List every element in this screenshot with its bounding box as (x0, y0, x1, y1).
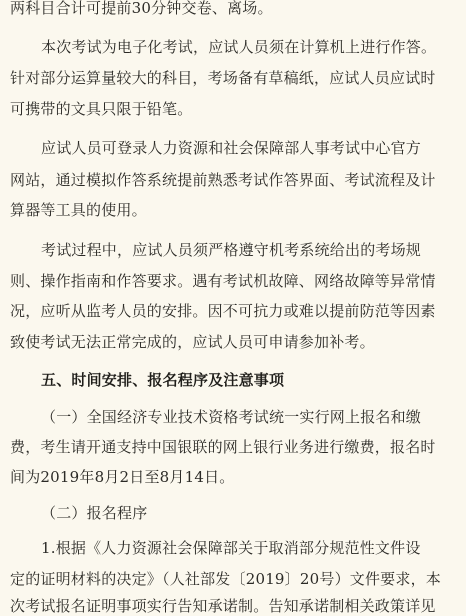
text-line: 则、操作指南和作答要求。遇有考试机故障、网络故障等异常情 (10, 272, 436, 290)
text-line: （一）全国经济专业技术资格考试统一实行网上报名和缴 (41, 408, 422, 426)
text-line: 致使考试无法正常完成的，应试人员可申请参加补考。 (10, 333, 375, 351)
text-line: 1.根据《人力资源社会保障部关于取消部分规范性文件设 (41, 539, 421, 557)
text-line: 间为2019年8月2日至8月14日。 (10, 468, 235, 486)
text-line: 考试过程中，应试人员须严格遵守机考系统给出的考场规 (41, 241, 422, 259)
text-line: 况，应听从监考人员的安排。因不可抗力或难以提前防范等因素 (10, 302, 436, 320)
text-line: 应试人员可登录人力资源和社会保障部人事考试中心官方 (41, 139, 422, 157)
text-line: 费，考生请开通支持中国银联的网上银行业务进行缴费，报名时 (10, 438, 436, 456)
text-line: 次考试报名证明事项实行告知承诺制。告知承诺制相关政策详见 (10, 597, 436, 615)
text-line: 算器等工具的使用。 (10, 201, 147, 219)
text-line: 定的证明材料的决定》（人社部发〔2019〕20号）文件要求，本 (10, 570, 441, 588)
subsection-heading: （二）报名程序 (41, 504, 148, 522)
text-line: 本次考试为电子化考试，应试人员须在计算机上进行作答。 (41, 38, 437, 56)
text-line: 可携带的文具只限于铅笔。 (10, 100, 193, 118)
text-line: 两科目合计可提前30分钟交卷、离场。 (10, 0, 273, 17)
section-heading: 五、时间安排、报名程序及注意事项 (41, 371, 285, 389)
text-line: 网站，通过模拟作答系统提前熟悉考试作答界面、考试流程及计 (10, 171, 436, 189)
text-line: 针对部分运算量较大的科目，考场备有草稿纸，应试人员应试时 (10, 69, 436, 87)
